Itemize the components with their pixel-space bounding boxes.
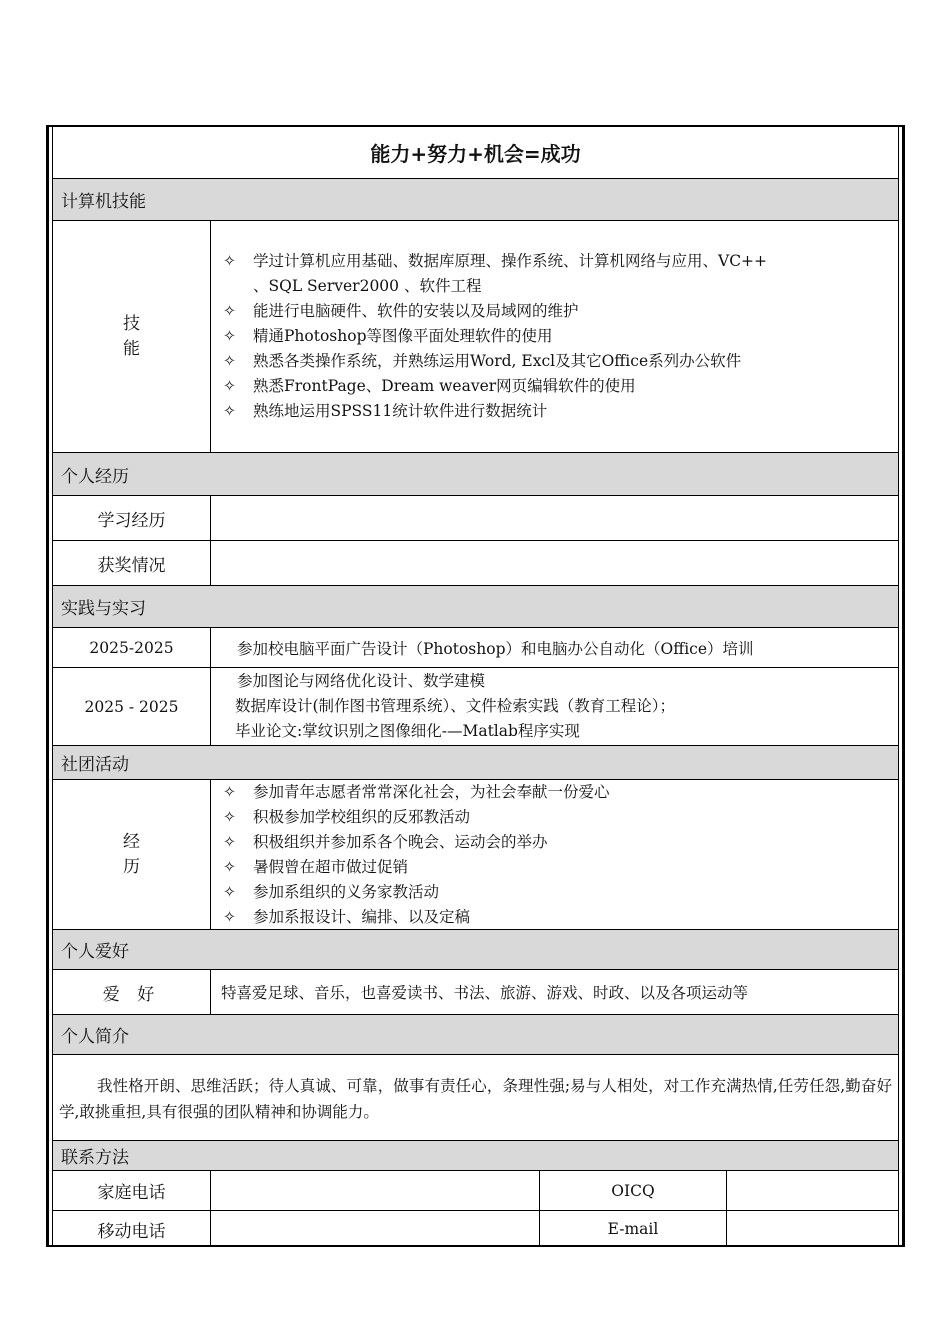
bullet-icon: ✧	[223, 377, 236, 395]
practice-row-2	[53, 668, 898, 746]
skill-item: ✧ 熟悉各类操作系统，并熟练运用Word, Excl及其它Office系列办公软件	[211, 349, 898, 374]
section-contact-label: 联系方法	[61, 1148, 129, 1168]
mobile-label: 移动电话	[53, 1211, 211, 1247]
club-item: ✧ 积极组织并参加系各个晚会、运动会的举办	[211, 830, 898, 855]
skills-label	[53, 221, 211, 452]
oicq-value[interactable]	[727, 1171, 898, 1210]
club-label-line-1: 经	[123, 831, 140, 852]
bullet-icon: ✧	[223, 908, 236, 926]
skills-label-line-1: 技	[123, 313, 140, 334]
skill-item: ✧ 熟练地运用SPSS11统计软件进行数据统计	[211, 399, 898, 424]
skills-row	[53, 221, 898, 453]
awards-content	[211, 541, 898, 585]
section-header-practice	[53, 586, 898, 628]
practice-date-1: 2025-2025	[53, 628, 211, 667]
skills-content	[211, 221, 898, 452]
section-club-label: 社团活动	[61, 755, 129, 775]
section-hobby-label: 个人爱好	[61, 942, 129, 962]
hobby-row	[53, 970, 898, 1015]
awards-label: 获奖情况	[53, 541, 211, 585]
bullet-icon: ✧	[223, 858, 236, 876]
hobby-content	[211, 970, 898, 1014]
skills-list	[211, 249, 898, 424]
resume-table	[52, 127, 899, 1245]
practice-line: 参加图论与网络优化设计、数学建模	[237, 672, 486, 690]
section-personal-label: 个人经历	[61, 466, 129, 487]
club-item: ✧ 参加青年志愿者常常深化社会，为社会奉献一份爱心	[211, 780, 898, 805]
bullet-icon: ✧	[223, 327, 236, 345]
email-value[interactable]	[727, 1211, 898, 1247]
club-item: ✧ 参加系报设计、编排、以及定稿	[211, 905, 898, 930]
skill-item: ✧ 学过计算机应用基础、数据库原理、操作系统、计算机网络与应用、VC++	[211, 249, 898, 274]
resume-sheet	[46, 125, 905, 1247]
bullet-icon: ✧	[223, 808, 236, 826]
practice-row-1	[53, 628, 898, 668]
club-label	[53, 780, 211, 929]
mobile-value[interactable]	[211, 1211, 540, 1247]
practice-content-1	[211, 628, 898, 667]
bullet-icon: ✧	[223, 402, 236, 420]
skill-item: ✧ 精通Photoshop等图像平面处理软件的使用	[211, 324, 898, 349]
education-label: 学习经历	[53, 496, 211, 540]
hobby-text: 特喜爱足球、音乐，也喜爱读书、书法、旅游、游戏、时政、以及各项运动等	[221, 984, 749, 1002]
skills-label-line-2: 能	[123, 338, 140, 359]
club-item: ✧ 积极参加学校组织的反邪教活动	[211, 805, 898, 830]
bullet-icon: ✧	[223, 252, 236, 270]
awards-row	[53, 541, 898, 586]
club-row	[53, 780, 898, 930]
bullet-icon: ✧	[223, 302, 236, 320]
skill-item: ✧ 熟悉FrontPage、Dream weaver网页编辑软件的使用	[211, 374, 898, 399]
skill-item-continued: 、SQL Server2000 、软件工程	[253, 277, 482, 295]
practice-content-2	[211, 668, 898, 745]
practice-line: 数据库设计(制作图书管理系统）、文件检索实践（教育工程论）；	[235, 697, 676, 715]
practice-date-2: 2025 - 2025	[53, 668, 211, 745]
section-header-personal	[53, 453, 898, 496]
skill-item: ✧ 能进行电脑硬件、软件的安装以及局域网的维护	[211, 299, 898, 324]
club-item: ✧ 暑假曾在超市做过促销	[211, 855, 898, 880]
section-intro-label: 个人简介	[61, 1027, 129, 1047]
contact-row-1	[53, 1171, 898, 1211]
home-phone-label: 家庭电话	[53, 1171, 211, 1210]
bullet-icon: ✧	[223, 883, 236, 901]
education-row	[53, 496, 898, 541]
contact-row-2	[53, 1211, 898, 1247]
section-computer-label: 计算机技能	[61, 192, 146, 212]
practice-line: 参加校电脑平面广告设计（Photoshop）和电脑办公自动化（Office）培训	[237, 639, 754, 658]
email-label: E-mail	[540, 1211, 727, 1247]
section-practice-label: 实践与实习	[61, 599, 146, 619]
oicq-label: OICQ	[540, 1171, 727, 1210]
practice-line: 毕业论文:掌纹识别之图像细化-—Matlab程序实现	[235, 722, 580, 740]
section-header-club	[53, 746, 898, 780]
club-item: ✧ 参加系组织的义务家教活动	[211, 880, 898, 905]
education-content	[211, 496, 898, 540]
section-header-hobby	[53, 930, 898, 970]
section-header-intro	[53, 1015, 898, 1055]
section-header-computer	[53, 179, 898, 221]
bullet-icon: ✧	[223, 352, 236, 370]
club-list	[211, 780, 898, 930]
home-phone-value[interactable]	[211, 1171, 540, 1210]
resume-title: 能力+努力+机会=成功	[53, 127, 898, 179]
hobby-label: 爱 好	[53, 970, 211, 1014]
intro-text: 我性格开朗、思维活跃；待人真诚、可靠，做事有责任心，条理性强;易与人相处，对工作充满热情,任劳任怨,勤奋好学,敢挑重担,具有很强的团队精神和协调能力。	[59, 1077, 892, 1121]
intro-row	[53, 1055, 898, 1141]
section-header-contact	[53, 1141, 898, 1171]
bullet-icon: ✧	[223, 783, 236, 801]
club-content	[211, 780, 898, 929]
bullet-icon: ✧	[223, 833, 236, 851]
club-label-line-2: 历	[123, 856, 140, 877]
